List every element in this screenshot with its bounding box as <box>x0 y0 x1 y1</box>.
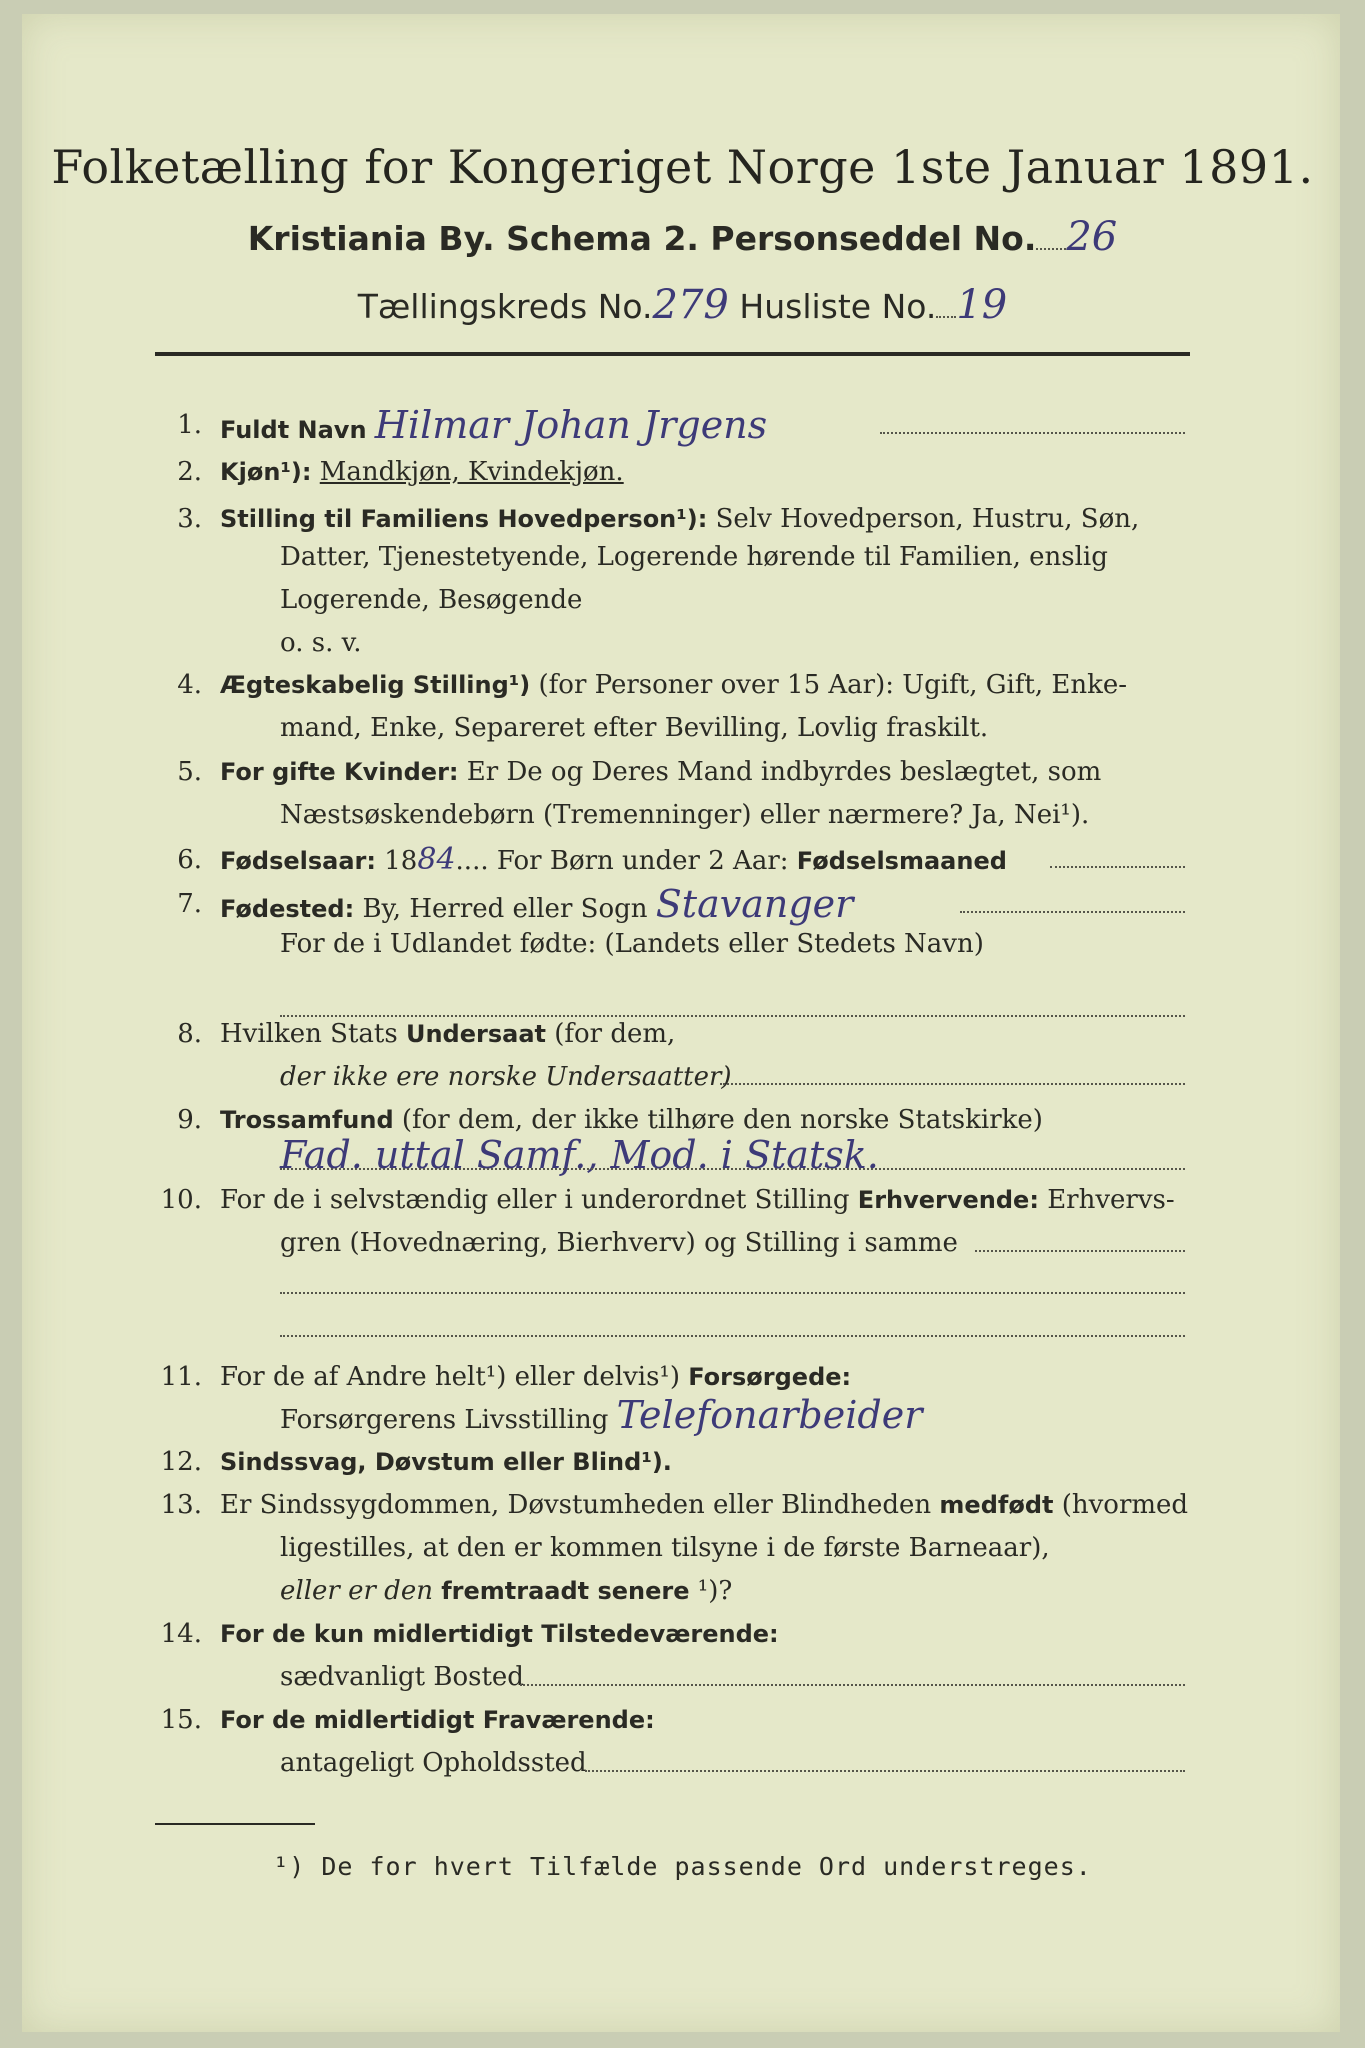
item-number: 12. <box>160 1447 202 1477</box>
personseddel-line <box>0 214 1365 260</box>
husliste-label: Husliste No. <box>739 287 937 326</box>
birth-year-value: 84 <box>417 842 456 877</box>
temporary-absent-label: For de midlertidigt Fraværende: <box>220 1706 655 1734</box>
full-name-value: Hilmar Johan Jrgens <box>374 403 768 447</box>
kreds-number: 279 <box>652 282 729 328</box>
item-number: 10. <box>160 1185 202 1215</box>
citizenship-cont: der ikke ere norske Undersaatter) <box>280 1062 732 1092</box>
dotted-fill <box>720 1083 1185 1085</box>
kreds-line <box>0 282 1365 328</box>
item-number: 13. <box>160 1490 202 1520</box>
item-number: 8. <box>177 1019 202 1049</box>
citizenship-text: Hvilken Stats <box>220 1019 398 1049</box>
dotted-fill <box>585 1770 1185 1772</box>
dependent-text: For de af Andre helt¹) eller delvis¹) <box>220 1362 680 1392</box>
dotted-fill <box>960 911 1185 913</box>
birth-month-label: Fødselsmaaned <box>796 847 1007 875</box>
birthplace-label: Fødested: <box>220 895 355 923</box>
usual-residence-label: sædvanligt Bosted <box>280 1662 524 1692</box>
congenital-cont-2 <box>280 1569 1190 1613</box>
sex-options: Mandkjøn, Kvindekjøn. <box>319 457 624 487</box>
item-number: 5. <box>177 757 202 787</box>
dotted-fill <box>880 432 1185 434</box>
sex-label: Kjøn¹): <box>220 458 312 486</box>
dotted-fill <box>280 1168 1185 1170</box>
citizenship-label: Undersaat <box>405 1020 546 1048</box>
congenital-cont-2a: eller er den <box>280 1576 433 1606</box>
item-number: 15. <box>160 1705 202 1735</box>
temporary-present-label: For de kun midlertidigt Tilstedeværende: <box>220 1620 779 1648</box>
kreds-label: Tællingskreds No. <box>357 287 653 326</box>
birth-year-prefix: 18 <box>384 846 418 876</box>
provider-label: Forsørgerens Livsstilling <box>280 1405 609 1435</box>
family-position-cont-2: Logerende, Besøgende <box>280 585 583 615</box>
personseddel-number: 26 <box>1066 214 1118 260</box>
item-number: 2. <box>177 457 202 487</box>
married-women-cont: Næstsøskendebørn (Tremenninger) eller nærmere? Ja, Nei¹). <box>280 800 1090 830</box>
congenital-text: Er Sindssygdommen, Døvstumheden eller Blindheden <box>220 1490 932 1520</box>
congenital-cont-1: ligestilles, at den er kommen tilsyne i de første Barneaar), <box>280 1533 1050 1563</box>
occupation-text: For de i selvstændig eller i underordnet Stilling <box>220 1185 850 1215</box>
later-onset-label: fremtraadt senere <box>441 1577 690 1605</box>
marital-options: (for Personer over 15 Aar): Ugift, Gift, Enke- <box>538 670 1128 700</box>
marital-label: Ægteskabelig Stilling¹) <box>220 671 531 699</box>
birth-year-label: Fødselsaar: <box>220 847 376 875</box>
personseddel-label: Kristiania By. Schema 2. Personseddel No. <box>247 219 1037 258</box>
married-women-label: For gifte Kvinder: <box>220 758 459 786</box>
family-position-cont-1: Datter, Tjenestetyende, Logerende hørende til Familien, enslig <box>280 542 1108 572</box>
married-women-question: Er De og Deres Mand indbyrdes beslægtet, som <box>466 757 1102 787</box>
dotted-fill <box>280 1335 1185 1337</box>
item-number: 9. <box>177 1105 202 1135</box>
religion-label: Trossamfund <box>220 1106 394 1134</box>
occupation-text2: Erhvervs- <box>1047 1185 1175 1215</box>
footnote-rule <box>155 1823 315 1825</box>
family-position-options: Selv Hovedperson, Hustru, Søn, <box>715 504 1140 534</box>
religion-value: Fad. uttal Samf., Mod. i Statsk. <box>280 1133 879 1177</box>
congenital-cont-2c: ¹)? <box>697 1576 733 1606</box>
religion-value-line <box>280 1133 1190 1182</box>
provider-line <box>280 1393 1190 1442</box>
congenital-label: medfødt <box>939 1491 1054 1519</box>
dependent-label: Forsørgede: <box>688 1363 852 1391</box>
birthplace-value: Stavanger <box>655 882 854 926</box>
item-number: 3. <box>177 504 202 534</box>
religion-text: (for dem, der ikke tilhøre den norske Statskirke) <box>401 1105 1043 1135</box>
infant-text: For Børn under 2 Aar: <box>496 846 789 876</box>
birthplace-text: By, Herred eller Sogn <box>362 894 648 924</box>
family-position-label: Stilling til Familiens Hovedperson¹): <box>220 505 708 533</box>
occupation-cont: gren (Hovednæring, Bierhverv) og Stilling i samme <box>280 1228 958 1258</box>
marital-cont: mand, Enke, Separeret efter Bevilling, Lovlig fraskilt. <box>280 713 989 743</box>
birthplace-abroad: For de i Udlandet fødte: (Landets eller Stedets Navn) <box>280 929 984 959</box>
dotted-fill <box>520 1684 1185 1686</box>
form-title: Folketælling for Kongeriget Norge 1ste Januar 1891. <box>51 140 1314 194</box>
congenital-text2: (hvormed <box>1061 1490 1189 1520</box>
full-name-label: Fuldt Navn <box>220 416 367 444</box>
citizenship-text2: (for dem, <box>554 1019 676 1049</box>
husliste-number: 19 <box>956 282 1008 328</box>
dotted-fill <box>1050 866 1185 868</box>
disability-label: Sindssvag, Døvstum eller Blind¹). <box>220 1448 672 1476</box>
item-number: 1. <box>177 410 202 440</box>
item-number: 4. <box>177 670 202 700</box>
item-number: 14. <box>160 1619 202 1649</box>
dotted-fill <box>280 1292 1185 1294</box>
probable-residence-label: antageligt Opholdssted <box>280 1748 587 1778</box>
header-rule <box>155 352 1190 356</box>
provider-value: Telefonarbeider <box>616 1393 923 1437</box>
item-number: 7. <box>177 889 202 919</box>
family-position-cont-3: o. s. v. <box>280 628 362 658</box>
item-number: 6. <box>177 845 202 875</box>
footnote: ¹) De for hvert Tilfælde passende Ord understreges. <box>273 1852 1092 1881</box>
item-number: 11. <box>160 1362 202 1392</box>
dotted-fill <box>975 1250 1185 1252</box>
occupation-label: Erhvervende: <box>857 1186 1039 1214</box>
